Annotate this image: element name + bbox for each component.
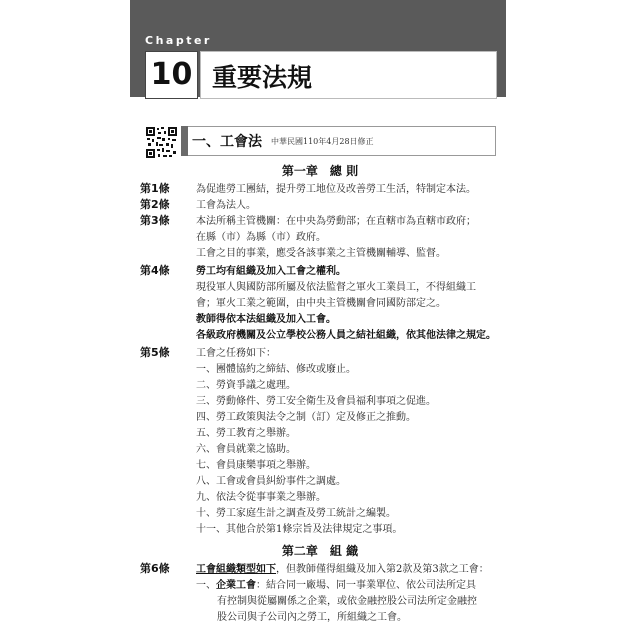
list-item: 一、企業工會：結合同一廠場、同一事業單位、依公司法所定具 — [196, 580, 476, 591]
list-item: 十、勞工家庭生計之調查及勞工統計之編製。 — [196, 508, 396, 519]
list-item: 三、勞動條件、勞工安全衛生及會員福利事項之促進。 — [196, 396, 436, 407]
qr-code-icon — [145, 126, 178, 159]
article-text: 本法所稱主管機關：在中央為勞動部；在直轄市為直轄市政府； — [196, 216, 476, 227]
list-item: 七、會員康樂事項之舉辦。 — [196, 460, 316, 471]
article-text: 為促進勞工團結，提升勞工地位及改善勞工生活，特制定本法。 — [196, 184, 476, 195]
article-text: 工會之任務如下： — [196, 348, 276, 359]
chapter-1-heading: 第一章 總 則 — [281, 164, 359, 178]
article-text-bold: 勞工均有組織及加入工會之權利。 — [196, 266, 346, 277]
emphasized-term: 工會組織類型如下 — [196, 564, 276, 575]
emphasized-term: 企業工會 — [216, 580, 256, 591]
article-text: 工會之目的事業，應受各該事業之主管機關輔導、監督。 — [196, 248, 446, 259]
chapter-number: 10 — [145, 51, 198, 99]
article-number: 第3條 — [140, 214, 170, 227]
amendment-date-note: 中華民國110年4月28日修正 — [271, 137, 374, 146]
list-item: 五、勞工教育之舉辦。 — [196, 428, 296, 439]
article-number: 第4條 — [140, 264, 170, 277]
chapter-label: Chapter — [145, 34, 212, 47]
list-item: 六、會員就業之協助。 — [196, 444, 296, 455]
article-number: 第1條 — [140, 182, 170, 195]
list-item: 九、依法令從事事業之舉辦。 — [196, 492, 326, 503]
section-title: 一、工會法 — [192, 134, 262, 150]
article-number: 第6條 — [140, 562, 170, 575]
list-item-continued: 有控制與從屬關係之企業，或依金融控股公司法所定金融控 — [217, 596, 477, 607]
article-number: 第5條 — [140, 346, 170, 359]
chapter-2-heading: 第二章 組 織 — [281, 544, 359, 558]
article-text: 會；軍火工業之範圍，由中央主管機關會同國防部定之。 — [196, 298, 446, 309]
chapter-title: 重要法規 — [212, 63, 313, 92]
article-number: 第2條 — [140, 198, 170, 211]
section-title-bar — [181, 126, 188, 156]
list-item-continued: 股公司與子公司內之勞工，所組織之工會。 — [217, 612, 407, 623]
article-text: 工會組織類型如下，但教師僅得組織及加入第2款及第3款之工會： — [196, 564, 489, 575]
list-item: 八、工會或會員糾紛事件之調處。 — [196, 476, 346, 487]
list-item: 二、勞資爭議之處理。 — [196, 380, 296, 391]
list-item: 十一、其他合於第1條宗旨及法律規定之事項。 — [196, 524, 403, 535]
article-text-bold: 教師得依本法組織及加入工會。 — [196, 314, 336, 325]
article-text: 在縣（市）為縣（市）政府。 — [196, 232, 326, 243]
list-item: 一、團體協約之締結、修改或廢止。 — [196, 364, 356, 375]
article-text: 工會為法人。 — [196, 200, 256, 211]
article-text-bold: 各級政府機關及公立學校公務人員之結社組織，依其他法律之規定。 — [196, 330, 496, 341]
list-item: 四、勞工政策與法令之制（訂）定及修正之推動。 — [196, 412, 416, 423]
article-text: 現役軍人與國防部所屬及依法監督之軍火工業員工，不得組織工 — [196, 282, 476, 293]
